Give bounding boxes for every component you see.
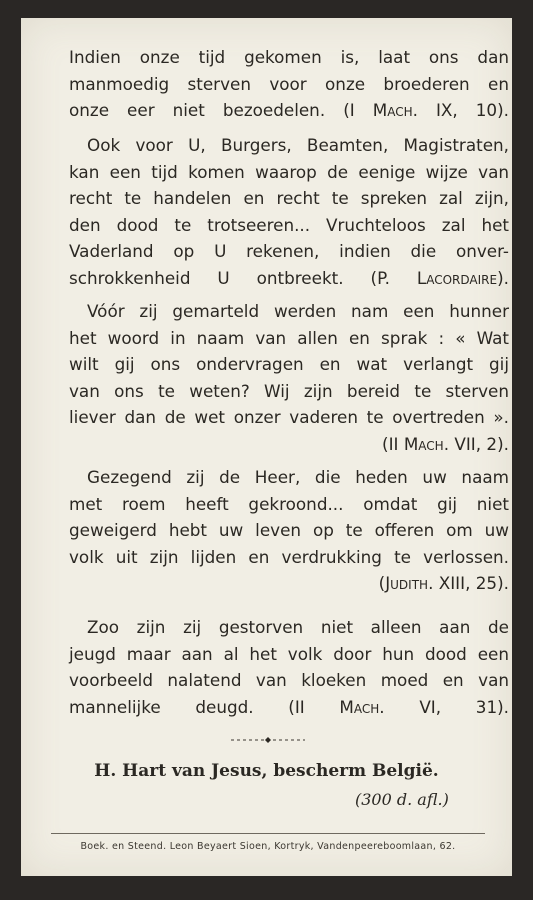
p4-line-2: met roem heeft gekroond... omdat gij niet (69, 493, 509, 514)
p1-line-2: manmoedig sterven voor onze broederen en (69, 73, 509, 94)
indulgence-note: (300 d. afl.) (355, 790, 449, 809)
paragraph-5 (69, 614, 509, 720)
p5-line-3: voorbeeld nalatend van kloeken moed en van (69, 670, 509, 690)
printer-imprint: Boek. en Steend. Leon Beyaert Sioen, Kortryk, Vandenpeereboomlaan, 62. (80, 841, 456, 852)
p4-line-3: geweigerd hebt uw leven op te offeren om uw (69, 520, 509, 540)
paragraph-3 (69, 298, 509, 457)
memorial-card (21, 18, 512, 876)
p3-line-4: van ons te weten? Wij zijn bereid te sterven (69, 380, 509, 401)
motto: H. Hart van Jesus, bescherm België. (94, 761, 439, 781)
p5-line-2: jeugd maar aan al het volk door hun dood een (69, 643, 509, 664)
p3-line-5: liever dan de wet onzer vaderen te overtreden ». (69, 407, 509, 427)
p3-line-3: wilt gij ons ondervragen en wat verlangt gij (69, 354, 509, 374)
paragraph-2 (69, 132, 509, 291)
p1-line-3 (69, 97, 509, 124)
p5-citation: (II Mach. VI, 31). (288, 696, 510, 717)
paragraph-1 (69, 44, 509, 124)
p5-line-4-text: mannelijke deugd. (69, 696, 254, 717)
p5-line-1: Zoo zijn zij gestorven niet alleen aan de (87, 617, 509, 637)
p2-line-1: Ook voor U, Burgers, Beamten, Magistraten, (87, 135, 509, 155)
p2-line-3: recht te handelen en recht te spreken zal zijn, (69, 188, 509, 208)
paragraph-4 (69, 464, 509, 597)
p4-line-1: Gezegend zij de Heer, die heden uw naam (87, 467, 509, 487)
divider-rule (51, 833, 485, 834)
p2-line-6 (69, 265, 509, 292)
p1-line-1: Indien onze tijd gekomen is, laat ons dan (69, 47, 509, 67)
p3-line-2: het woord in naam van allen en sprak : « Wat (69, 327, 509, 348)
p3-line-1: Vóór zij gemarteld werden nam een hunner (87, 301, 509, 321)
p1-citation: (I Mach. IX, 10). (343, 100, 509, 120)
p2-line-4: den dood te trotseeren... Vruchteloos zal het (69, 214, 509, 235)
p5-line-4 (69, 694, 509, 721)
ornament-divider (231, 737, 305, 743)
p2-citation: (P. Lacordaire). (370, 267, 509, 288)
p2-line-2: kan een tijd komen waarop de eenige wijze van (69, 161, 509, 182)
p2-line-6-text: schrokkenheid U ontbreekt. (69, 267, 344, 288)
p3-citation: (II Mach. VII, 2). (382, 433, 509, 454)
p4-line-4: volk uit zijn lijden en verdrukking te verlossen. (69, 546, 509, 567)
p1-line-3-text: onze eer niet bezoedelen. (69, 100, 326, 120)
p4-citation: (Judith. XIII, 25). (378, 573, 509, 593)
p2-line-5: Vaderland op U rekenen, indien die onver- (69, 241, 509, 261)
